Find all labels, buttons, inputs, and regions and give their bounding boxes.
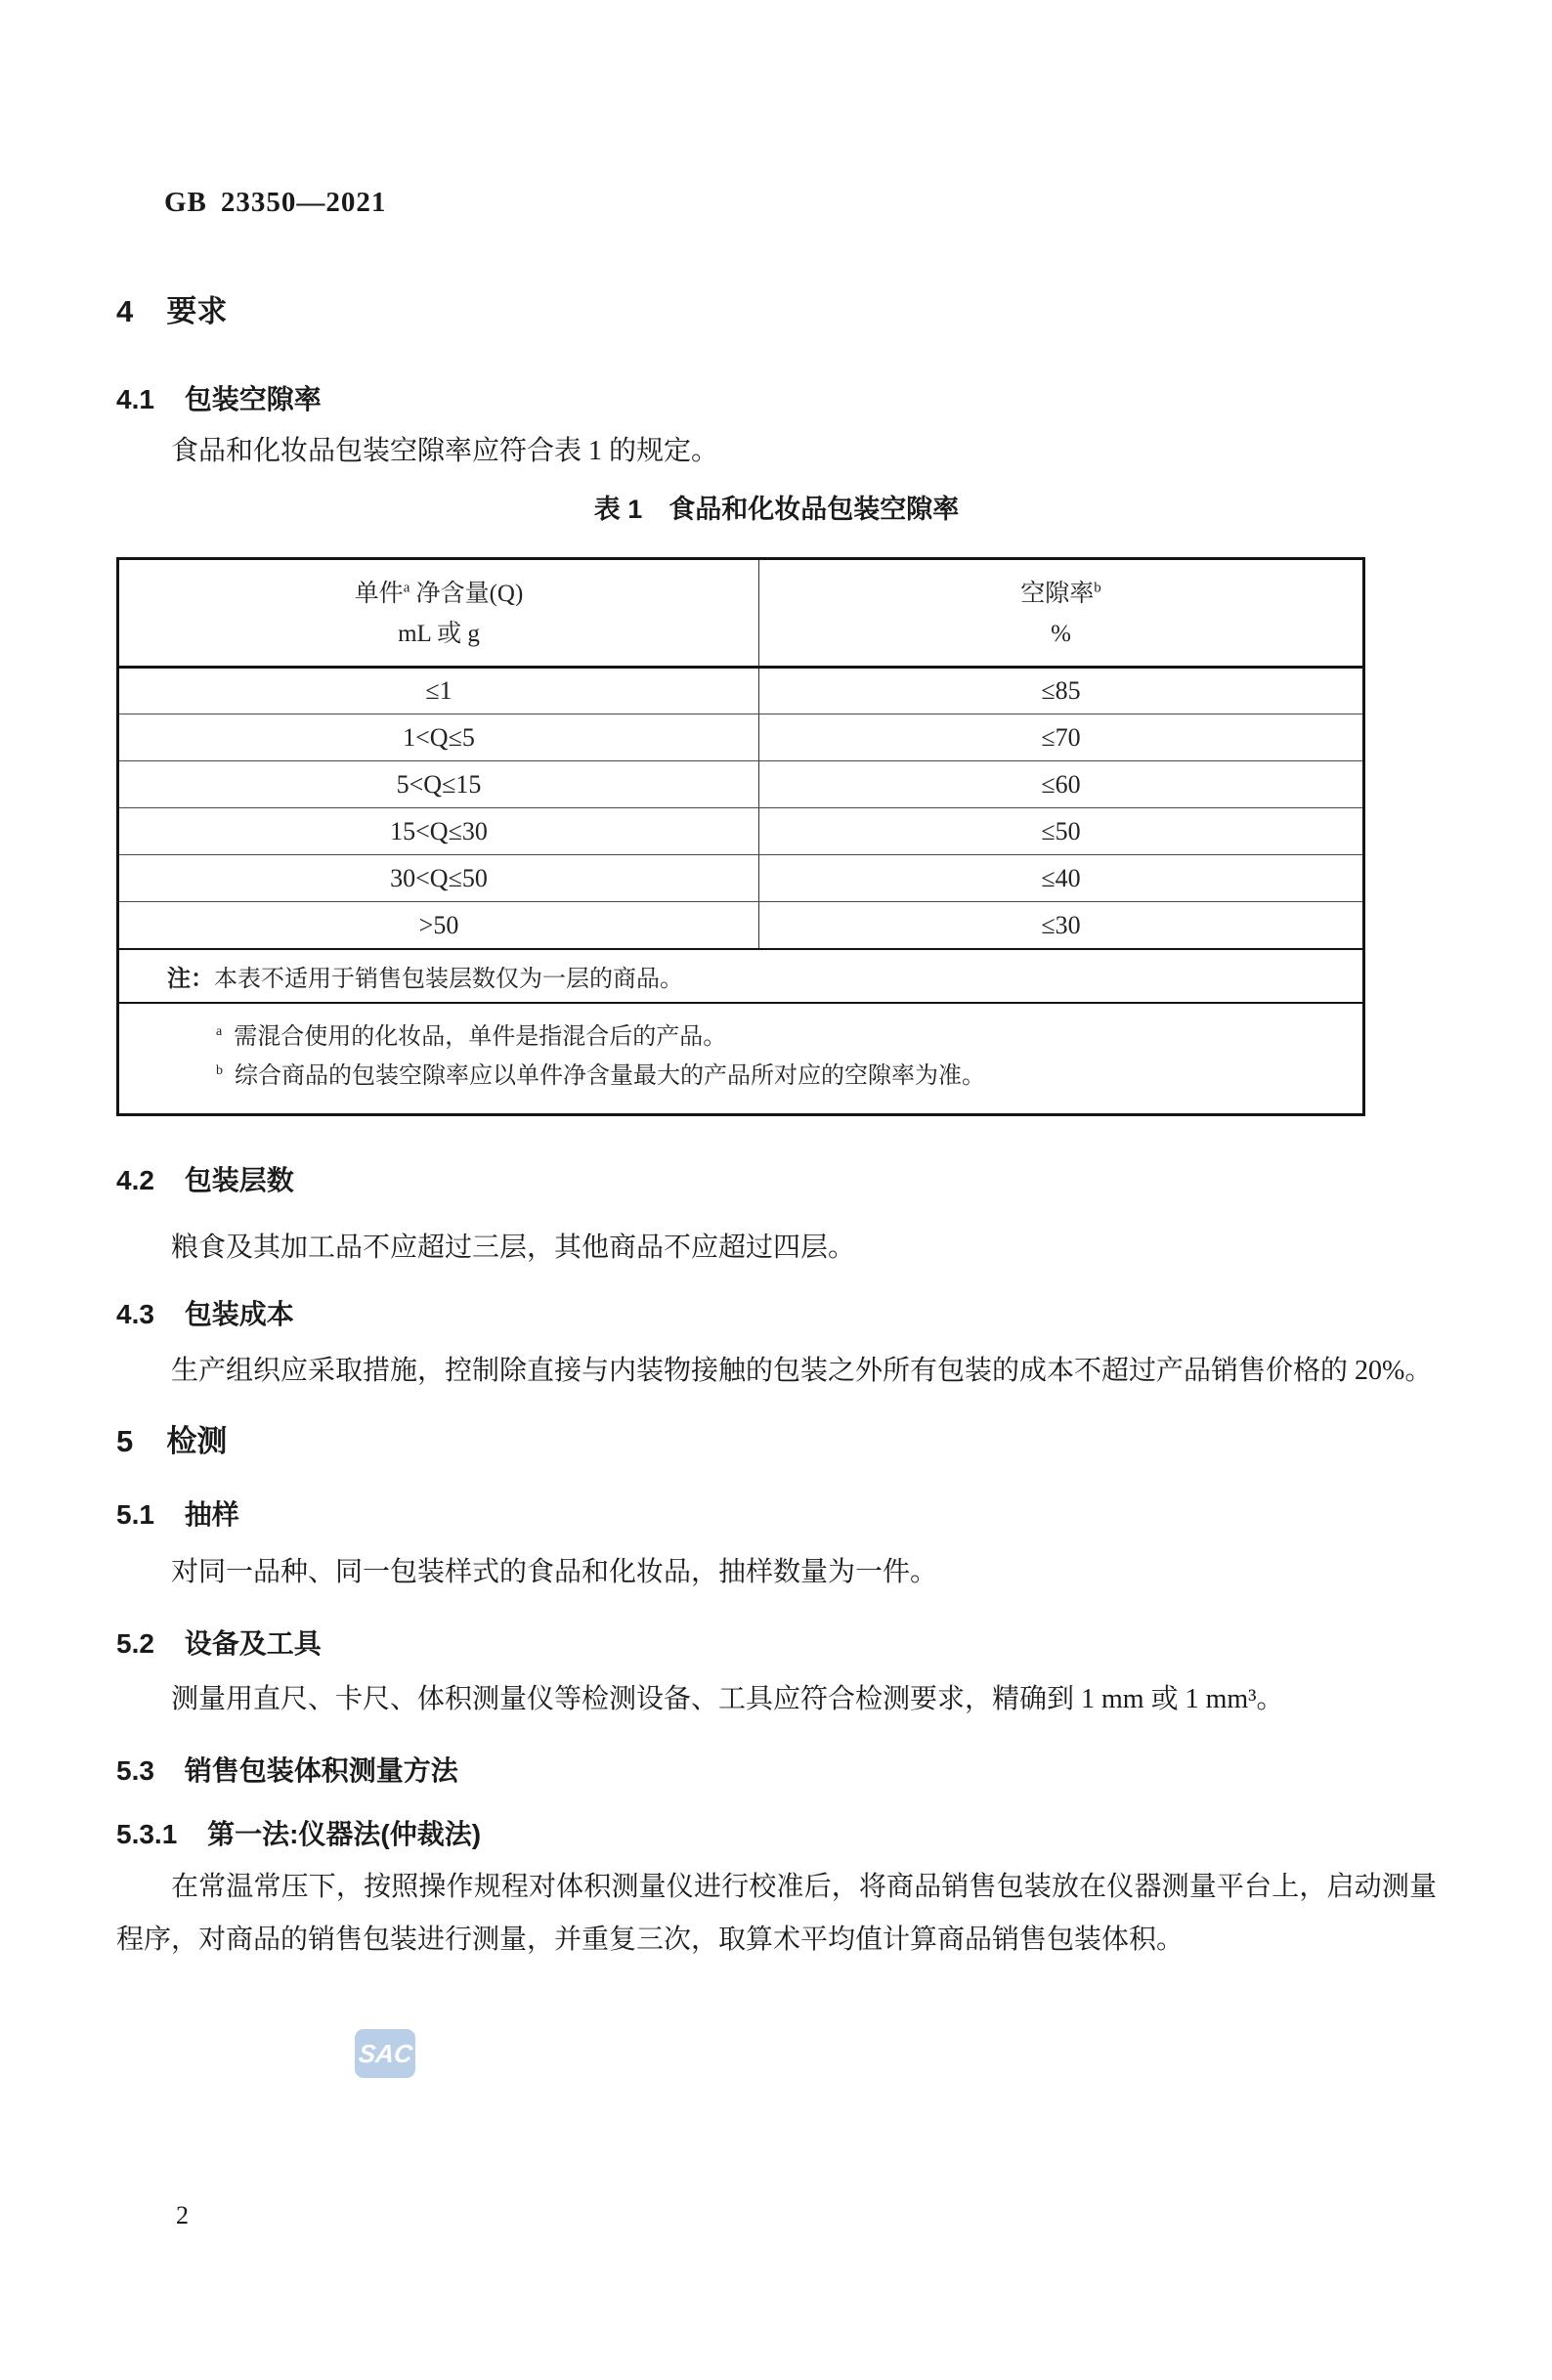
table-row: [118, 668, 1364, 714]
section-5-heading: 5 检测: [116, 1424, 228, 1459]
header-cell-net-content: 单件$^a$ 净含量(Q) mL 或 g: [118, 558, 759, 668]
section-4-heading: 4 要求: [116, 293, 228, 328]
section-5-3-1-heading: 5.3.1 第一法:仪器法(仲裁法): [116, 1819, 482, 1850]
cell-q-range: 15<Q≤30: [118, 808, 759, 855]
table-row: [118, 808, 1364, 855]
cell-q-range: ≤1: [118, 668, 759, 714]
cell-q-range: 30<Q≤50: [118, 855, 759, 902]
section-5-2-heading: 5.2 设备及工具: [116, 1627, 322, 1659]
table-row: [118, 855, 1364, 902]
table-note-row: [118, 949, 1364, 1003]
footnote-b: $^b$ 综合商品的包装空隙率应以单件净含量最大的产品所对应的空隙率为准。: [216, 1062, 985, 1089]
cell-q-range: 5<Q≤15: [118, 761, 759, 808]
cell-void-ratio: ≤40: [759, 855, 1364, 902]
standard-code: [164, 186, 1437, 220]
section-5-1-paragraph: 对同一品种、同一包装样式的食品和化妆品，抽样数量为一件。: [171, 1556, 938, 1587]
sac-watermark-text: SAC: [357, 2038, 414, 2068]
cell-void-ratio: ≤85: [759, 668, 1364, 714]
footnote-marker-b: b: [1094, 580, 1101, 596]
document-page: [0, 186, 1552, 1967]
cell-q-range: >50: [118, 902, 759, 949]
section-4-3-heading: 4.3 包装成本: [116, 1298, 294, 1329]
section-5-3-heading: 5.3 销售包装体积测量方法: [116, 1754, 458, 1786]
table-row: [118, 714, 1364, 761]
footnote-a: $^a$ 需混合使用的化妆品，单件是指混合后的产品。: [216, 1023, 727, 1050]
standard-code-number: 23350—2021: [220, 187, 387, 218]
table-row: [118, 902, 1364, 949]
table-header-row: [118, 558, 1364, 668]
cell-void-ratio: ≤70: [759, 714, 1364, 761]
header-cell-void-ratio: 空隙率$^b$ %: [759, 558, 1364, 668]
section-4-2-paragraph: 粮食及其加工品不应超过三层，其他商品不应超过四层。: [171, 1232, 856, 1263]
cell-void-ratio: ≤60: [759, 761, 1364, 808]
section-5-1-heading: 5.1 抽样: [116, 1499, 239, 1531]
section-5-3-1-paragraph: 在常温常压下，按照操作规程对体积测量仪进行校准后，将商品销售包装放在仪器测量平台上，启动测量程序，对商品的销售包装进行测量，并重复三次，取算术平均值计算商品销售包装体积。: [116, 1871, 1437, 1955]
table-note: 注：本表不适用于销售包装层数仅为一层的商品。: [118, 949, 1364, 1003]
table-1-caption: 表 1 食品和化妆品包装空隙率: [593, 494, 960, 524]
table-row: [118, 761, 1364, 808]
standard-code-prefix: GB: [164, 187, 207, 218]
cell-q-range: 1<Q≤5: [118, 714, 759, 761]
table-footnotes-row: [118, 1003, 1364, 1115]
sac-watermark-logo: [355, 2029, 415, 2078]
footnote-marker-a: a: [403, 580, 410, 596]
table-footnotes: [118, 1003, 1364, 1115]
section-4-1-paragraph: 食品和化妆品包装空隙率应符合表 1 的规定。: [171, 435, 719, 466]
cell-void-ratio: ≤50: [759, 808, 1364, 855]
section-4-3-paragraph: 生产组织应采取措施，控制除直接与内装物接触的包装之外所有包装的成本不超过产品销售价格的 20%。: [171, 1356, 1433, 1387]
section-4-1-heading: 4.1 包装空隙率: [116, 383, 322, 414]
table-1: [116, 557, 1365, 1116]
table-note-label: 注：: [167, 965, 214, 992]
cell-void-ratio: ≤30: [759, 902, 1364, 949]
section-4-2-heading: 4.2 包装层数: [116, 1164, 294, 1195]
page-number: 2: [176, 2201, 189, 2229]
section-5-2-paragraph: 测量用直尺、卡尺、体积测量仪等检测设备、工具应符合检测要求，精确到 1 mm 或 1 mm³。: [171, 1683, 1284, 1714]
